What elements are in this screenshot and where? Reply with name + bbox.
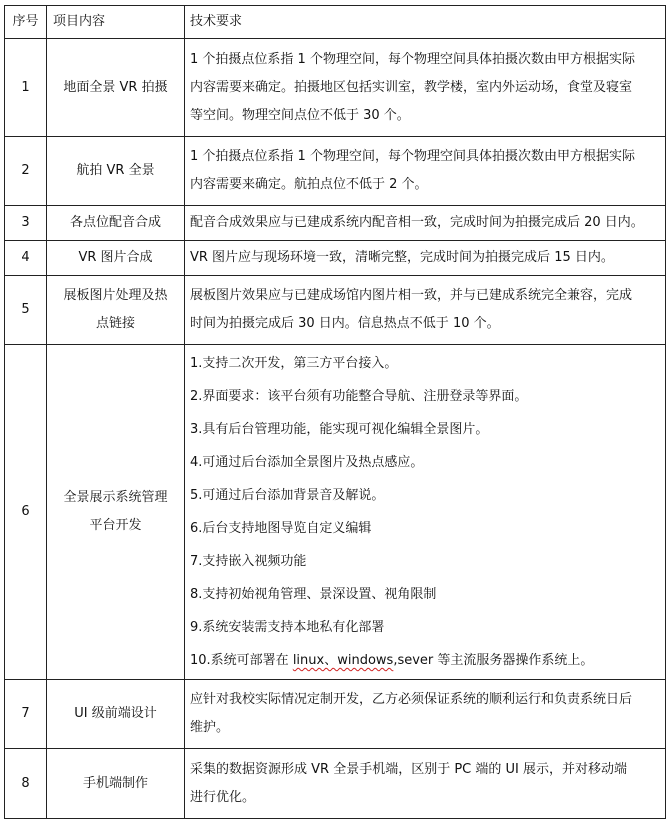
row-requirement <box>185 206 666 241</box>
row-no: 2 <box>5 137 47 206</box>
req-last-suffix: ,sever 等主流服务器操作系统上。 <box>393 653 594 668</box>
table-row <box>5 276 666 345</box>
req-line: 内容需要来确定。航拍点位不低于 2 个。 <box>190 177 428 192</box>
row-requirement <box>185 276 666 345</box>
req-list-item: 4.可通过后台添加全景图片及热点感应。 <box>190 455 424 470</box>
row-item-line: 各点位配音合成 <box>69 215 161 230</box>
req-line: 维护。 <box>190 720 230 735</box>
req-line: 内容需要来确定。拍摄地区包括实训室，教学楼，室内外运动场，食堂及寝室 <box>190 79 633 95</box>
row-item-line: 点链接 <box>95 316 135 331</box>
row-no: 1 <box>5 39 47 137</box>
row-requirement <box>185 39 666 137</box>
row-requirement <box>185 137 666 206</box>
req-list-item: 6.后台支持地图导览自定义编辑 <box>190 521 372 536</box>
row-no: 6 <box>5 345 47 680</box>
row-item-line: 航拍 VR 全景 <box>76 163 155 178</box>
req-list-item: 5.可通过后台添加背景音及解说。 <box>190 488 385 503</box>
req-list-item: 2.界面要求：该平台须有功能整合导航、注册登录等界面。 <box>190 389 528 404</box>
row-item <box>47 749 185 819</box>
row-requirement <box>185 241 666 276</box>
req-list-item: 3.具有后台管理功能，能实现可视化编辑全景图片。 <box>190 422 489 437</box>
row-item-line: 平台开发 <box>89 518 142 533</box>
row-item-line: VR 图片合成 <box>78 250 153 265</box>
row-item <box>47 680 185 749</box>
table-row <box>5 680 666 749</box>
req-last-prefix: 10.系统可部署在 <box>190 653 293 668</box>
req-line: 1 个拍摄点位系指 1 个物理空间，每个物理空间具体拍摄次数由甲方根据实际 <box>190 51 635 67</box>
req-line: 展板图片效果应与已建成场馆内图片相一致，并与已建成系统完全兼容，完成 <box>190 288 633 303</box>
row-item <box>47 137 185 206</box>
req-line: VR 图片应与现场环境一致，清晰完整，完成时间为拍摄完成后 15 日内。 <box>190 250 614 265</box>
req-line: 等空间。物理空间点位不低于 30 个。 <box>190 107 410 123</box>
header-no: 序号 <box>5 6 47 39</box>
row-item-line: 地面全景 VR 拍摄 <box>63 79 168 95</box>
row-no: 3 <box>5 206 47 241</box>
req-list-item-last <box>190 644 659 677</box>
spellcheck-flagged-text: linux、windows <box>292 653 394 668</box>
req-line: 进行优化。 <box>190 789 256 805</box>
table-row <box>5 206 666 241</box>
table-row <box>5 749 666 819</box>
row-no: 7 <box>5 680 47 749</box>
req-line: 应针对我校实际情况定制开发，乙方必须保证系统的顺利运行和负责系统日后 <box>190 692 633 707</box>
req-list-item: 9.系统安装需支持本地私有化部署 <box>190 620 385 635</box>
row-item <box>47 276 185 345</box>
row-item <box>47 241 185 276</box>
row-requirement <box>185 749 666 819</box>
row-item <box>47 206 185 241</box>
row-item <box>47 39 185 137</box>
req-line: 配音合成效果应与已建成系统内配音相一致，完成时间为拍摄完成后 20 日内。 <box>190 215 644 230</box>
req-list-item: 8.支持初始视角管理、景深设置、视角限制 <box>190 587 437 602</box>
row-item-line: 展板图片处理及热 <box>63 288 168 303</box>
row-item-line: UI 级前端设计 <box>74 706 157 721</box>
row-item <box>47 345 185 680</box>
row-requirement <box>185 680 666 749</box>
table-row <box>5 241 666 276</box>
req-line: 时间为拍摄完成后 30 日内。信息热点不低于 10 个。 <box>190 316 500 331</box>
row-requirement <box>185 345 666 680</box>
req-line: 1 个拍摄点位系指 1 个物理空间，每个物理空间具体拍摄次数由甲方根据实际 <box>190 149 635 164</box>
req-list-item: 1.支持二次开发，第三方平台接入。 <box>190 356 398 371</box>
table-row <box>5 39 666 137</box>
header-requirement: 技术要求 <box>185 6 666 39</box>
row-no: 5 <box>5 276 47 345</box>
table-header-row <box>5 6 666 39</box>
row-item-line: 手机端制作 <box>82 775 148 791</box>
req-line: 采集的数据资源形成 VR 全景手机端，区别于 PC 端的 UI 展示，并对移动端 <box>190 761 627 777</box>
table-row <box>5 137 666 206</box>
spec-table <box>4 5 666 819</box>
table-row <box>5 345 666 680</box>
row-no: 8 <box>5 749 47 819</box>
header-item: 项目内容 <box>47 6 185 39</box>
req-list-item: 7.支持嵌入视频功能 <box>190 554 307 569</box>
row-item-line: 全景展示系统管理 <box>63 490 168 505</box>
row-no: 4 <box>5 241 47 276</box>
